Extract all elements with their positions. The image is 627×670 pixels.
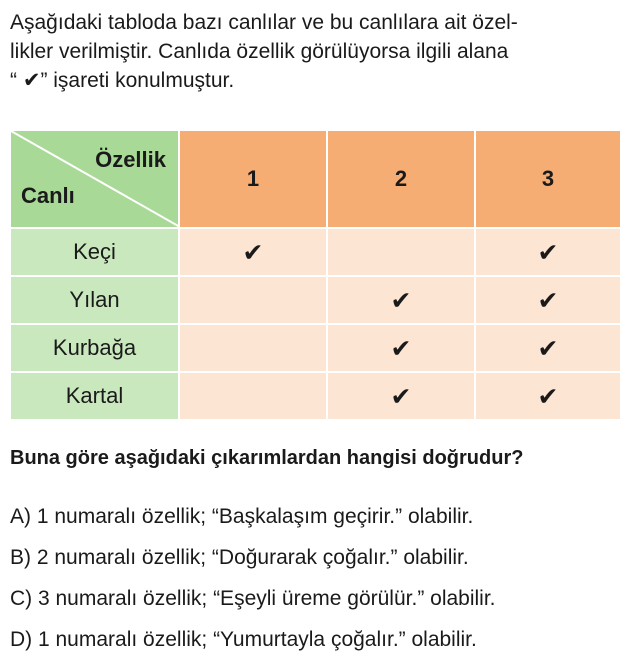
column-header-3: 3 [475, 130, 621, 228]
checkmark-icon: ✔ [22, 68, 41, 92]
row-label-kurbaga: Kurbağa [10, 324, 179, 372]
table-row [10, 324, 621, 372]
option-a[interactable]: A) 1 numaralı özellik; “Başkalaşım geçirir.” olabilir. [10, 505, 474, 528]
option-d[interactable]: D) 1 numaralı özellik; “Yumurtayla çoğalır.” olabilir. [10, 628, 477, 651]
checkmark-icon: ✔ [537, 333, 559, 363]
intro-line-3-text: ” işareti konulmuştur. [40, 69, 235, 92]
checkmark-icon: ✔ [537, 285, 559, 315]
table-cell [179, 228, 327, 276]
table-cell [327, 228, 475, 276]
table-cell [475, 228, 621, 276]
row-label-yilan: Yılan [10, 276, 179, 324]
intro-line-3 [10, 66, 616, 95]
table-cell [179, 276, 327, 324]
table-cell [179, 324, 327, 372]
table-cell [327, 372, 475, 420]
intro-quote-open: “ [10, 69, 23, 92]
table-row [10, 372, 621, 420]
table-cell [475, 324, 621, 372]
question-text: Buna göre aşağıdaki çıkarımlardan hangisi doğrudur? [10, 447, 524, 469]
option-c[interactable]: C) 3 numaralı özellik; “Eşeyli üreme görülür.” olabilir. [10, 587, 496, 610]
checkmark-icon: ✔ [242, 237, 264, 267]
checkmark-icon: ✔ [390, 285, 412, 315]
table-cell [179, 372, 327, 420]
column-header-2: 2 [327, 130, 475, 228]
checkmark-icon: ✔ [537, 381, 559, 411]
option-b[interactable]: B) 2 numaralı özellik; “Doğurarak çoğalır.” olabilir. [10, 546, 469, 569]
answer-options [10, 503, 496, 667]
traits-table [9, 129, 622, 421]
table-cell [327, 276, 475, 324]
table-cell [475, 372, 621, 420]
row-label-kartal: Kartal [10, 372, 179, 420]
checkmark-icon: ✔ [390, 333, 412, 363]
table-row [10, 228, 621, 276]
corner-diagonal [11, 131, 180, 227]
column-header-1: 1 [179, 130, 327, 228]
intro-line-1: Aşağıdaki tabloda bazı canlılar ve bu canlılara ait özel- [10, 11, 518, 34]
table-corner-cell [10, 130, 179, 228]
row-label-keci: Keçi [10, 228, 179, 276]
intro-line-2: likler verilmiştir. Canlıda özellik görülüyorsa ilgili alana [10, 40, 509, 63]
table-cell [327, 324, 475, 372]
corner-label-organism: Canlı [21, 183, 75, 208]
corner-label-feature: Özellik [95, 147, 166, 172]
table-row [10, 276, 621, 324]
intro-text [10, 8, 616, 95]
checkmark-icon: ✔ [537, 237, 559, 267]
table-cell [475, 276, 621, 324]
checkmark-icon: ✔ [390, 381, 412, 411]
table-header-row [10, 130, 621, 228]
